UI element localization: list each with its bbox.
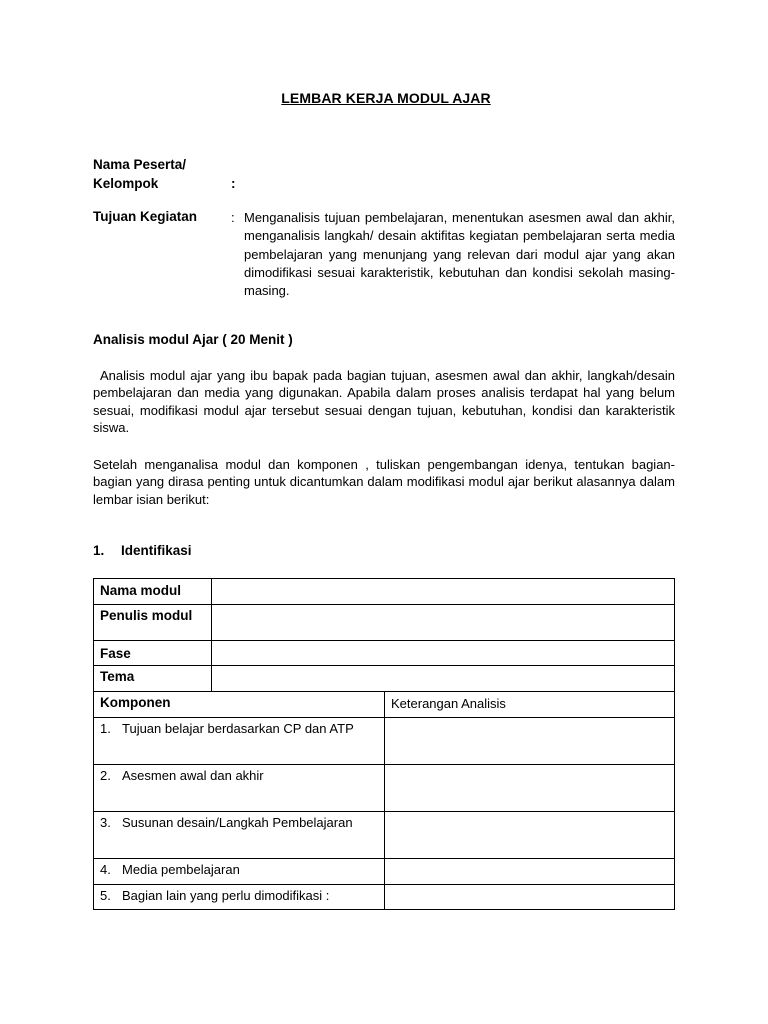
fase-field[interactable]: [212, 641, 675, 666]
item-label: Media pembelajaran: [122, 862, 240, 877]
tema-label: Tema: [94, 666, 212, 692]
komponen-table: [93, 691, 675, 910]
tema-field[interactable]: [212, 666, 675, 692]
tujuan-colon: :: [231, 210, 235, 225]
komponen-item: [94, 885, 385, 910]
item-number: 3.: [100, 815, 111, 830]
item-label: Asesmen awal dan akhir: [122, 768, 264, 783]
item-number: 2.: [100, 768, 111, 783]
identifikasi-heading: [93, 543, 192, 558]
item-number: 1.: [100, 721, 111, 736]
keterangan-header: Keterangan Analisis: [385, 692, 675, 718]
nama-modul-label: Nama modul: [94, 579, 212, 605]
komponen-item: [94, 765, 385, 812]
penulis-modul-field[interactable]: [212, 605, 675, 641]
komponen-item: [94, 859, 385, 885]
fase-label: Fase: [94, 641, 212, 666]
identifikasi-table: [93, 578, 675, 692]
keterangan-field[interactable]: [385, 718, 675, 765]
item-label: Bagian lain yang perlu dimodifikasi :: [122, 888, 330, 903]
paragraph-analisis: Analisis modul ajar yang ibu bapak pada bagian tujuan, asesmen awal dan akhir, langkah/desain pembelajaran dan media yang digunakan. Apabila dalam proses analisis terdapat hal yang belum sesuai, modifikasi modul ajar tersebut sesuai dengan tujuan, kebutuhan, kondisi dan karakteristik siswa.: [93, 368, 675, 435]
item-number: 5.: [100, 888, 111, 903]
section-title: Analisis modul Ajar ( 20 Menit ): [93, 332, 293, 347]
keterangan-field[interactable]: [385, 812, 675, 859]
tujuan-kegiatan-text: Menganalisis tujuan pembelajaran, menentukan asesmen awal dan akhir, menganalisis langkah/ desain aktifitas kegiatan pembelajaran serta media pembelajaran yang menunjang yang relevan dari modul ajar yang akan dimodifikasi sesuai karakteristik, kebutuhan dan kondisi sekolah masing-masing.: [244, 210, 675, 299]
identifikasi-title: Identifikasi: [121, 543, 192, 558]
penulis-modul-label: Penulis modul: [94, 605, 212, 641]
item-label: Susunan desain/Langkah Pembelajaran: [122, 815, 353, 830]
item-label: Tujuan belajar berdasarkan CP dan ATP: [122, 721, 354, 736]
tujuan-kegiatan-label: Tujuan Kegiatan: [93, 209, 198, 224]
keterangan-field[interactable]: [385, 765, 675, 812]
keterangan-field[interactable]: [385, 885, 675, 910]
nama-peserta-label: Nama Peserta/: [93, 157, 187, 172]
komponen-item: [94, 718, 385, 765]
paragraph-instruksi: Setelah menganalisa modul dan komponen , tuliskan pengembangan idenya, tentukan bagian-bagian yang dirasa penting untuk dicantumkan dalam modifikasi modul ajar berikut alasannya dalam lembar isian berikut:: [93, 457, 675, 507]
komponen-header: Komponen: [94, 692, 385, 718]
keterangan-field[interactable]: [385, 859, 675, 885]
kelompok-label: Kelompok: [93, 176, 159, 191]
item-number: 4.: [100, 862, 111, 877]
nama-colon: :: [231, 176, 236, 191]
page-title: LEMBAR KERJA MODUL AJAR: [281, 90, 491, 106]
identifikasi-number: 1.: [93, 543, 105, 558]
nama-modul-field[interactable]: [212, 579, 675, 605]
komponen-item: [94, 812, 385, 859]
